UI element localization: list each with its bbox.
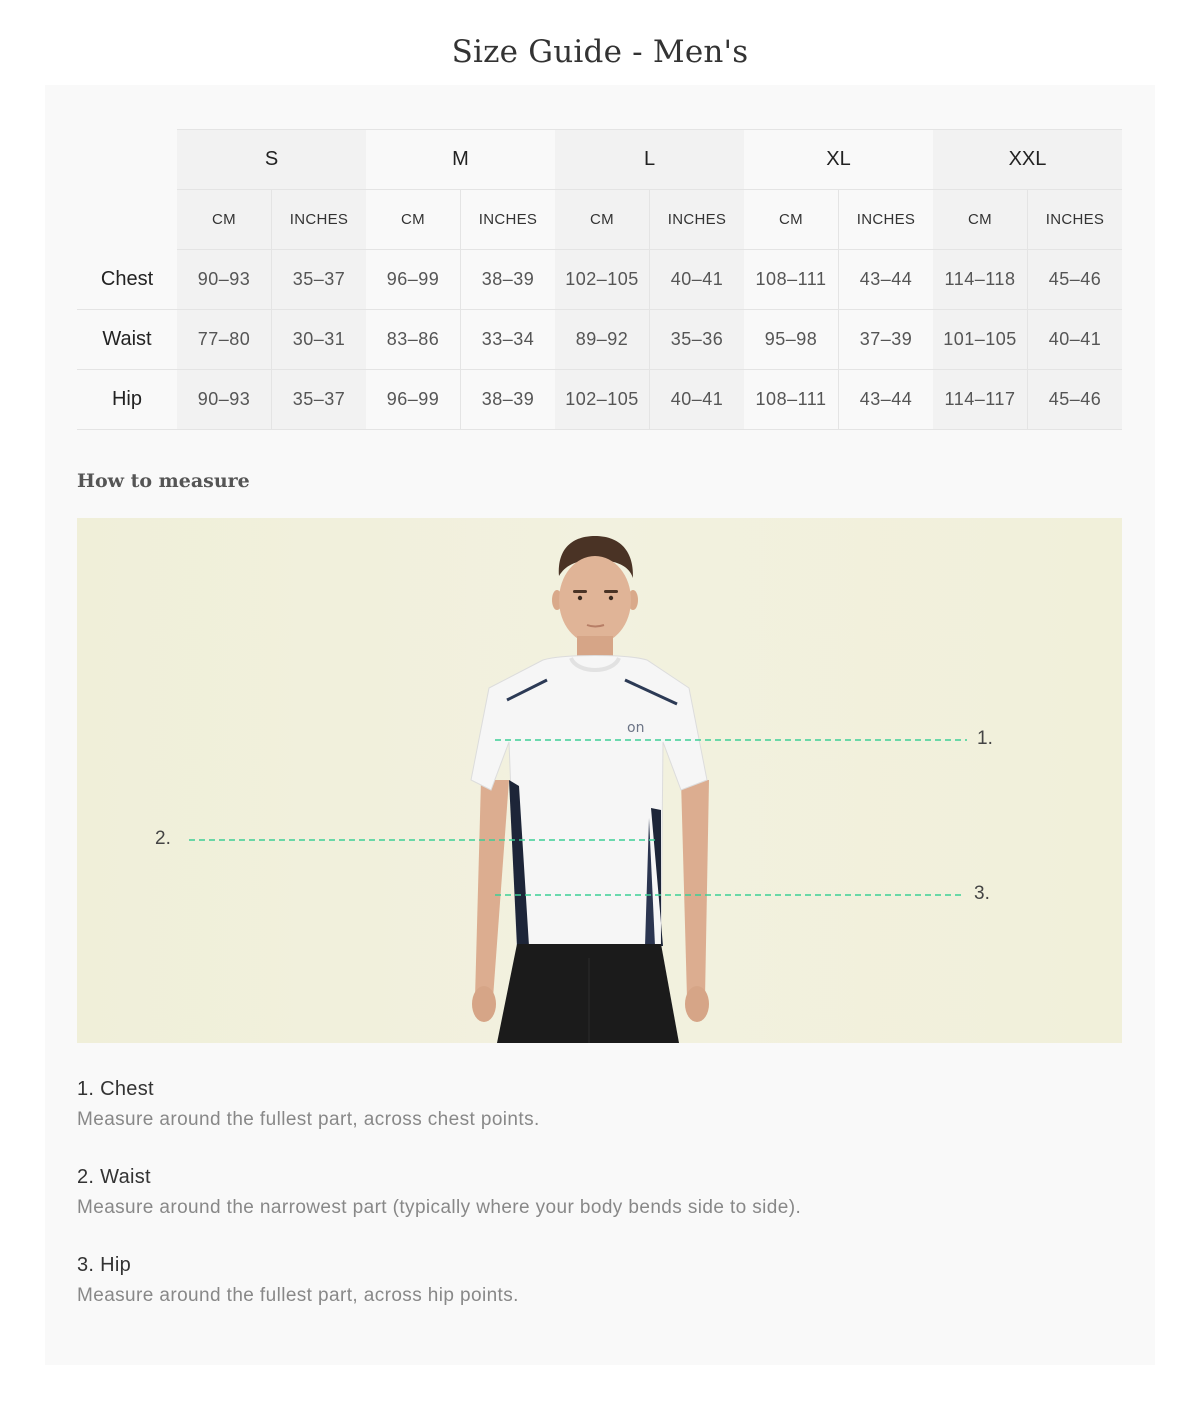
unit-header-cm: CM [366, 190, 461, 250]
unit-header-inches: INCHES [272, 190, 367, 250]
size-m-header: M [366, 130, 555, 190]
step-hip [77, 1251, 1122, 1313]
table-cell: 102–105 [555, 370, 650, 430]
table-cell: 114–117 [933, 370, 1028, 430]
table-cell: 40–41 [650, 250, 745, 310]
waist-marker: 2. [155, 828, 171, 849]
measurement-figure [77, 518, 1122, 1043]
size-table [77, 129, 1122, 430]
row-label-hip: Hip [77, 370, 177, 430]
unit-header-row [77, 190, 1122, 250]
step-description: Measure around the fullest part, across chest points. [77, 1109, 540, 1130]
unit-header-cm: CM [933, 190, 1028, 250]
unit-header-inches: INCHES [650, 190, 745, 250]
table-cell: 96–99 [366, 370, 461, 430]
table-corner [77, 190, 177, 250]
table-row-hip [77, 370, 1122, 430]
table-cell: 77–80 [177, 310, 272, 370]
table-cell: 38–39 [461, 250, 556, 310]
table-cell: 108–111 [744, 250, 839, 310]
table-cell: 90–93 [177, 370, 272, 430]
table-cell: 30–31 [272, 310, 367, 370]
unit-header-cm: CM [744, 190, 839, 250]
how-to-measure-title: How to measure [77, 470, 250, 492]
table-cell: 43–44 [839, 250, 934, 310]
unit-header-cm: CM [555, 190, 650, 250]
table-cell: 108–111 [744, 370, 839, 430]
step-chest [77, 1075, 1122, 1137]
step-title: 1. Chest [77, 1078, 154, 1100]
table-cell: 33–34 [461, 310, 556, 370]
table-corner [77, 130, 177, 190]
hip-marker: 3. [974, 883, 990, 904]
table-cell: 102–105 [555, 250, 650, 310]
row-label-waist: Waist [77, 310, 177, 370]
unit-header-cm: CM [177, 190, 272, 250]
table-row-waist [77, 310, 1122, 370]
measure-steps [77, 1075, 1122, 1339]
step-description: Measure around the narrowest part (typically where your body bends side to side). [77, 1197, 802, 1218]
table-cell: 35–37 [272, 250, 367, 310]
size-header-row [77, 130, 1122, 190]
table-cell: 40–41 [650, 370, 745, 430]
table-cell: 95–98 [744, 310, 839, 370]
model-illustration [77, 518, 1122, 1043]
table-cell: 45–46 [1028, 250, 1123, 310]
table-row-chest [77, 250, 1122, 310]
table-cell: 35–37 [272, 370, 367, 430]
table-cell: 40–41 [1028, 310, 1123, 370]
unit-header-inches: INCHES [839, 190, 934, 250]
table-cell: 89–92 [555, 310, 650, 370]
table-cell: 90–93 [177, 250, 272, 310]
size-guide-panel [45, 85, 1155, 1365]
table-cell: 38–39 [461, 370, 556, 430]
row-label-chest: Chest [77, 250, 177, 310]
step-title: 3. Hip [77, 1254, 132, 1276]
table-cell: 96–99 [366, 250, 461, 310]
chest-marker: 1. [977, 728, 993, 749]
page-title: Size Guide - Men's [451, 34, 749, 70]
table-cell: 35–36 [650, 310, 745, 370]
table-cell: 43–44 [839, 370, 934, 430]
table-cell: 45–46 [1028, 370, 1123, 430]
size-l-header: L [555, 130, 744, 190]
step-description: Measure around the fullest part, across hip points. [77, 1285, 519, 1306]
unit-header-inches: INCHES [1028, 190, 1123, 250]
size-s-header: S [177, 130, 366, 190]
step-title: 2. Waist [77, 1166, 151, 1188]
table-cell: 114–118 [933, 250, 1028, 310]
size-xxl-header: XXL [933, 130, 1122, 190]
svg-text:on: on [627, 720, 645, 736]
unit-header-inches: INCHES [461, 190, 556, 250]
table-cell: 37–39 [839, 310, 934, 370]
size-xl-header: XL [744, 130, 933, 190]
table-cell: 101–105 [933, 310, 1028, 370]
step-waist [77, 1163, 1122, 1225]
table-cell: 83–86 [366, 310, 461, 370]
